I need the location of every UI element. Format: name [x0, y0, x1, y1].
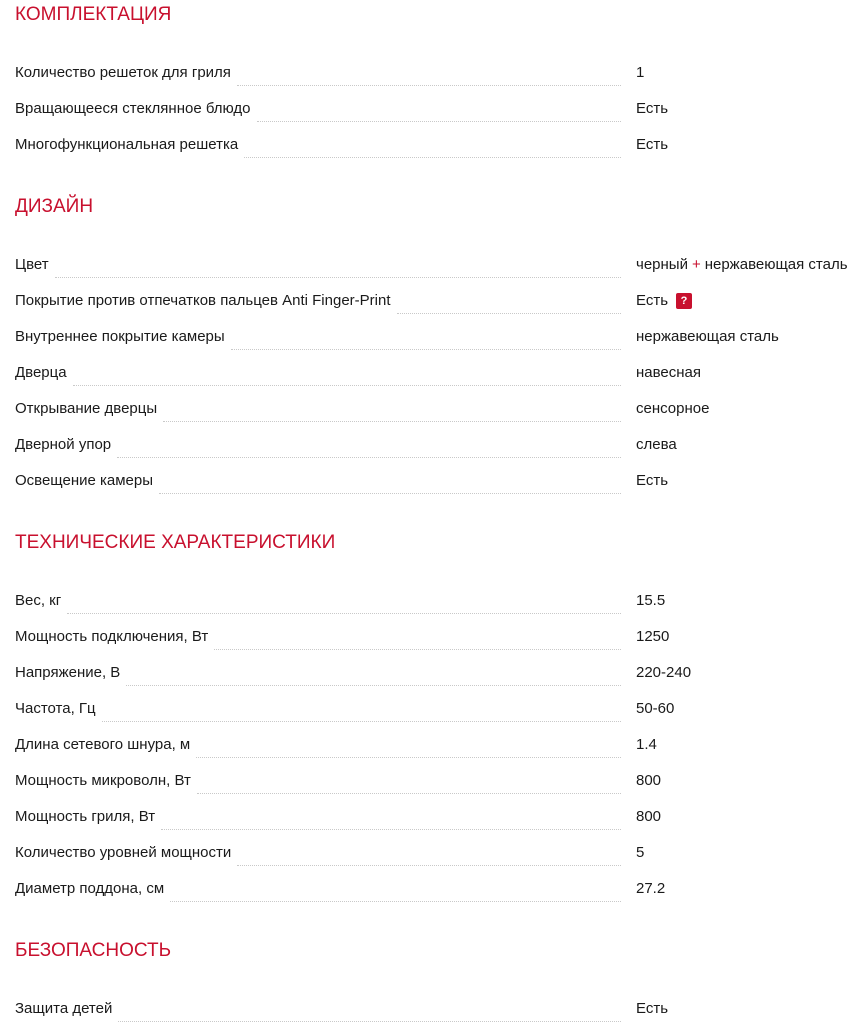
spec-row — [15, 53, 863, 89]
spec-row — [15, 125, 863, 161]
spec-value — [636, 628, 669, 646]
spec-value — [636, 880, 665, 898]
specifications-list — [15, 0, 863, 1025]
dotted-leader — [55, 276, 621, 278]
dotted-leader — [126, 684, 621, 686]
spec-value — [636, 136, 668, 154]
spec-label: Напряжение, В — [15, 664, 121, 681]
spec-label: Диаметр поддона, см — [15, 880, 165, 897]
spec-label-wrap — [15, 880, 621, 898]
dotted-leader — [117, 456, 621, 458]
dotted-leader — [197, 792, 621, 794]
spec-label: Мощность микроволн, Вт — [15, 772, 191, 789]
dotted-leader — [397, 312, 622, 314]
spec-label-wrap — [15, 364, 621, 382]
spec-label-wrap — [15, 628, 621, 646]
spec-row — [15, 797, 863, 833]
spec-value-text: слева — [636, 436, 677, 453]
spec-row — [15, 833, 863, 869]
spec-rows — [15, 245, 863, 497]
spec-label-wrap — [15, 64, 621, 82]
dotted-leader — [214, 648, 621, 650]
spec-section — [15, 192, 863, 497]
spec-row — [15, 869, 863, 905]
spec-row — [15, 617, 863, 653]
spec-label-wrap — [15, 100, 621, 118]
spec-label-wrap — [15, 592, 621, 610]
dotted-leader — [237, 864, 621, 866]
spec-row — [15, 989, 863, 1025]
spec-label: Частота, Гц — [15, 700, 96, 717]
spec-label-wrap — [15, 736, 621, 754]
spec-value-text: 1250 — [636, 628, 670, 645]
plus-separator: + — [691, 256, 701, 273]
spec-value — [636, 664, 691, 682]
spec-value — [636, 328, 779, 346]
section-gap — [15, 905, 863, 936]
spec-value — [636, 100, 668, 118]
spec-value — [636, 808, 661, 826]
spec-label-wrap — [15, 844, 621, 862]
spec-label: Мощность гриля, Вт — [15, 808, 156, 825]
spec-value — [636, 592, 665, 610]
spec-value-text: 800 — [636, 772, 662, 789]
dotted-leader — [257, 120, 621, 122]
spec-value — [636, 1000, 668, 1018]
spec-label-wrap — [15, 700, 621, 718]
spec-rows — [15, 581, 863, 905]
section-title: ТЕХНИЧЕСКИЕ ХАРАКТЕРИСТИКИ — [15, 532, 336, 553]
spec-row — [15, 281, 863, 317]
spec-value — [636, 400, 709, 418]
dotted-leader — [170, 900, 621, 902]
spec-value-text: навесная — [636, 364, 702, 381]
section-title: ДИЗАЙН — [15, 196, 94, 217]
spec-value — [636, 472, 668, 490]
dotted-leader — [237, 84, 621, 86]
spec-value-text: сенсорное — [636, 400, 710, 417]
dotted-leader — [118, 1020, 621, 1022]
dotted-leader — [102, 720, 621, 722]
spec-value-text: Есть — [636, 1000, 669, 1017]
spec-value — [636, 736, 657, 754]
spec-label: Освещение камеры — [15, 472, 154, 489]
spec-row — [15, 761, 863, 797]
dotted-leader — [161, 828, 621, 830]
spec-label: Дверной упор — [15, 436, 112, 453]
spec-value-text: нержавеющая сталь — [636, 328, 779, 345]
dotted-leader — [196, 756, 621, 758]
section-title: БЕЗОПАСНОСТЬ — [15, 940, 172, 961]
spec-value-text: 50-60 — [636, 700, 675, 717]
spec-value-text: 27.2 — [636, 880, 666, 897]
section-gap — [15, 161, 863, 192]
section-title: КОМПЛЕКТАЦИЯ — [15, 4, 172, 25]
spec-value-text: 15.5 — [636, 592, 666, 609]
dotted-leader — [244, 156, 621, 158]
spec-label-wrap — [15, 808, 621, 826]
spec-row — [15, 89, 863, 125]
spec-label-wrap — [15, 400, 621, 418]
spec-label-wrap — [15, 664, 621, 682]
spec-value-part: нержавеющая сталь — [704, 256, 848, 273]
dotted-leader — [163, 420, 621, 422]
spec-label: Покрытие против отпечатков пальцев Anti Finger-Print — [15, 292, 391, 309]
spec-label: Вращающееся стеклянное блюдо — [15, 100, 251, 117]
spec-value — [636, 256, 848, 274]
spec-rows — [15, 53, 863, 161]
spec-label: Мощность подключения, Вт — [15, 628, 209, 645]
spec-value-text: 1 — [636, 64, 645, 81]
spec-value-text: Есть — [636, 472, 669, 489]
spec-value — [636, 772, 661, 790]
spec-label-wrap — [15, 136, 621, 154]
spec-label-wrap — [15, 292, 621, 310]
spec-value-text: Есть — [636, 292, 669, 309]
spec-row — [15, 725, 863, 761]
dotted-leader — [67, 612, 621, 614]
spec-section — [15, 0, 863, 161]
spec-row — [15, 353, 863, 389]
spec-label: Вес, кг — [15, 592, 62, 609]
spec-label-wrap — [15, 472, 621, 490]
spec-row — [15, 245, 863, 281]
spec-row — [15, 689, 863, 725]
spec-value — [636, 700, 674, 718]
dotted-leader — [231, 348, 621, 350]
spec-value-text: 800 — [636, 808, 662, 825]
spec-section — [15, 936, 863, 1025]
spec-label: Защита детей — [15, 1000, 113, 1017]
spec-label: Количество решеток для гриля — [15, 64, 231, 81]
spec-label: Многофункциональная решетка — [15, 136, 239, 153]
spec-value — [636, 844, 644, 862]
spec-label-wrap — [15, 256, 621, 274]
section-gap — [15, 497, 863, 528]
spec-value-text: 220-240 — [636, 664, 692, 681]
spec-value-text: 5 — [636, 844, 645, 861]
help-icon[interactable]: ? — [676, 293, 692, 309]
dotted-leader — [159, 492, 621, 494]
spec-label: Цвет — [15, 256, 49, 273]
spec-label-wrap — [15, 436, 621, 454]
spec-label-wrap — [15, 772, 621, 790]
spec-row — [15, 389, 863, 425]
spec-value-text: 1.4 — [636, 736, 657, 753]
spec-value — [636, 64, 644, 82]
spec-label: Длина сетевого шнура, м — [15, 736, 191, 753]
spec-row — [15, 425, 863, 461]
spec-row — [15, 317, 863, 353]
spec-row — [15, 461, 863, 497]
spec-value-part: черный — [636, 256, 688, 273]
spec-value-text: Есть — [636, 136, 669, 153]
spec-label: Дверца — [15, 364, 67, 381]
spec-value — [636, 292, 692, 310]
spec-label-wrap — [15, 328, 621, 346]
spec-row — [15, 581, 863, 617]
spec-label: Открывание дверцы — [15, 400, 158, 417]
spec-value — [636, 436, 677, 454]
spec-section — [15, 528, 863, 905]
dotted-leader — [73, 384, 621, 386]
spec-label: Количество уровней мощности — [15, 844, 232, 861]
spec-label: Внутреннее покрытие камеры — [15, 328, 225, 345]
spec-label-wrap — [15, 1000, 621, 1018]
spec-value-text: Есть — [636, 100, 669, 117]
spec-rows — [15, 989, 863, 1025]
spec-row — [15, 653, 863, 689]
spec-value — [636, 364, 701, 382]
